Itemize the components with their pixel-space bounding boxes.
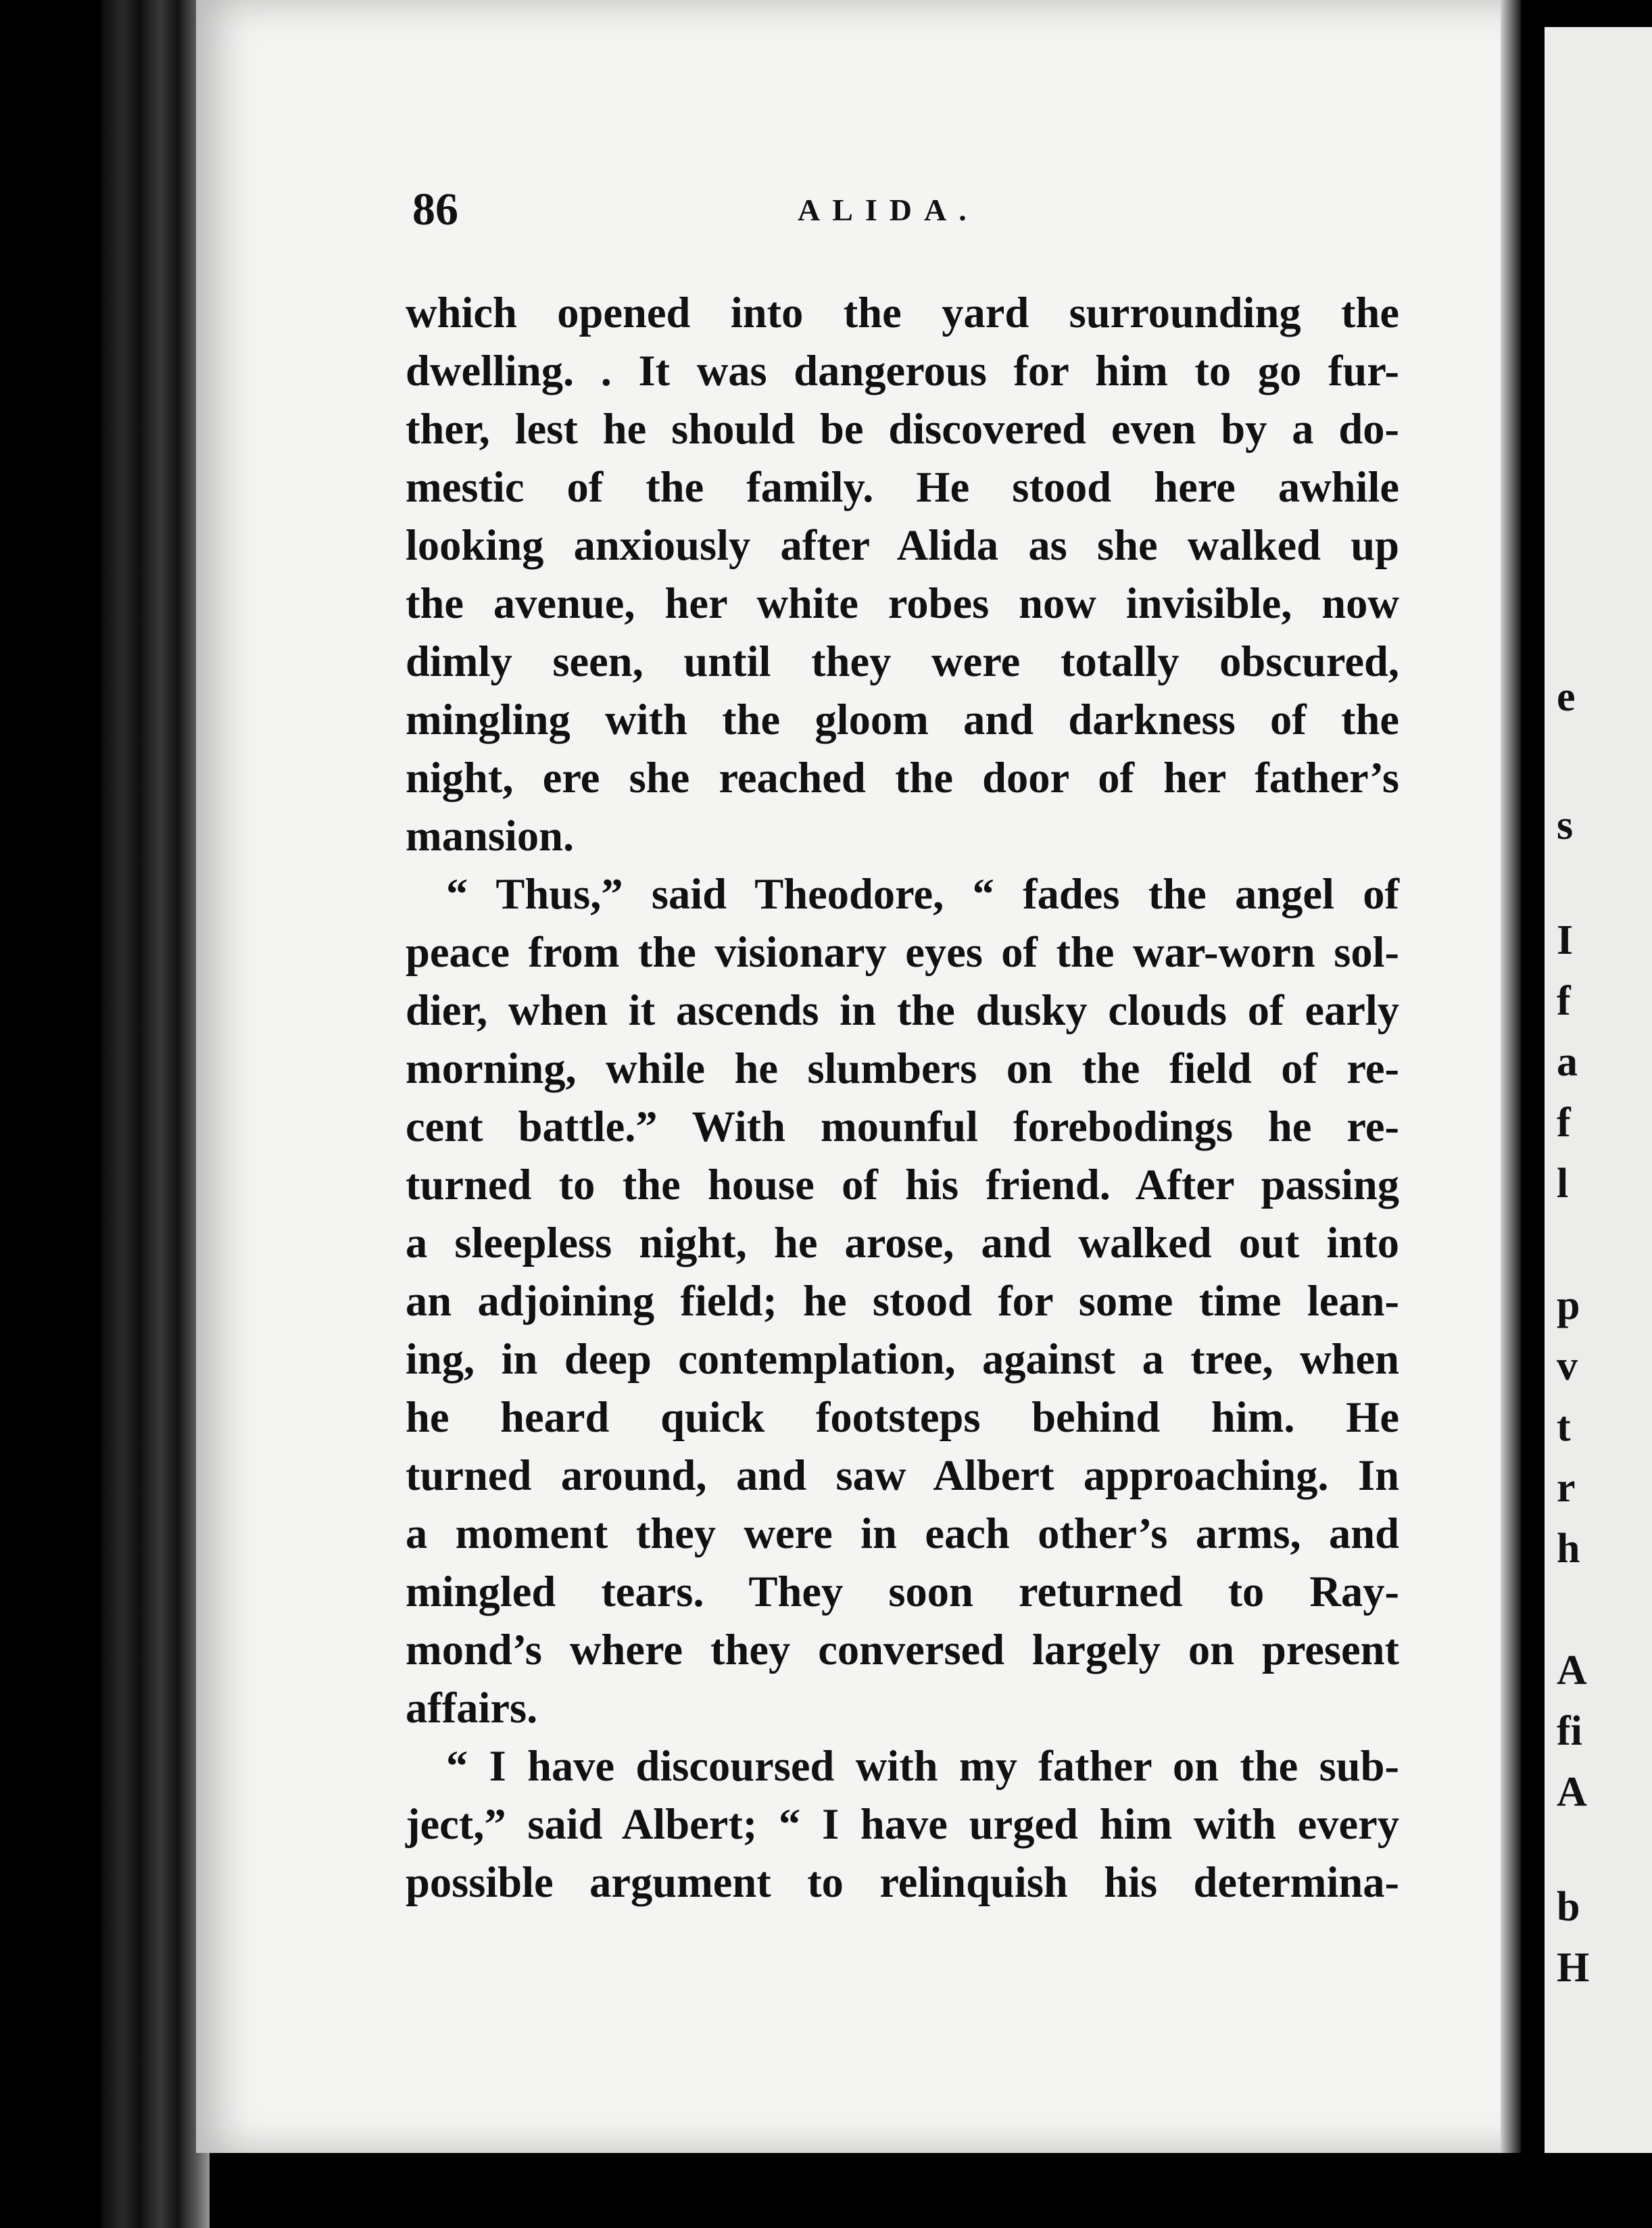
text-line: he heard quick footsteps behind him. He <box>406 1393 1399 1441</box>
text-line: cent battle.” With mounful forebodings he re- <box>406 1103 1399 1151</box>
text-line: mond’s where they conversed largely on present <box>406 1626 1399 1674</box>
text-line: which opened into the yard surrounding the <box>406 289 1399 337</box>
text-line: dimly seen, until they were totally obscured, <box>406 637 1399 685</box>
text-line: a moment they were in each other’s arms, and <box>406 1509 1399 1557</box>
text-line: an adjoining field; he stood for some time lean- <box>406 1277 1399 1325</box>
adjacent-letter: r <box>1557 1465 1576 1511</box>
adjacent-letter: l <box>1557 1161 1569 1207</box>
text-line: turned to the house of his friend. After passing <box>406 1161 1399 1209</box>
adjacent-letter: fi <box>1557 1708 1582 1754</box>
adjacent-letter: A <box>1557 1647 1587 1693</box>
text-line: night, ere she reached the door of her father’s <box>406 754 1399 802</box>
text-line: “ I have discoursed with my father on the sub- <box>446 1742 1399 1790</box>
adjacent-letter: p <box>1557 1282 1580 1328</box>
text-line: ject,” said Albert; “ I have urged him with every <box>406 1800 1399 1848</box>
adjacent-letter: b <box>1557 1884 1580 1930</box>
adjacent-letter: e <box>1557 674 1576 720</box>
text-line: dier, when it ascends in the dusky clouds of early <box>406 986 1399 1034</box>
page-number: 86 <box>412 183 458 235</box>
text-line: mingling with the gloom and darkness of the <box>406 696 1399 744</box>
adjacent-letter: s <box>1557 802 1574 848</box>
text-line: morning, while he slumbers on the field of re- <box>406 1044 1399 1092</box>
adjacent-letter: t <box>1557 1404 1571 1450</box>
text-line: the avenue, her white robes now invisible, now <box>406 579 1399 627</box>
text-line: affairs. <box>406 1684 538 1732</box>
running-title: ALIDA. <box>798 193 979 227</box>
adjacent-letter: h <box>1557 1526 1580 1572</box>
text-line: mingled tears. They soon returned to Ray- <box>406 1568 1399 1616</box>
adjacent-letter: v <box>1557 1343 1578 1389</box>
text-line: ing, in deep contemplation, against a tree, when <box>406 1335 1399 1383</box>
text-line: peace from the visionary eyes of the war-worn sol- <box>406 928 1399 976</box>
text-line: dwelling. . It was dangerous for him to go fur- <box>406 347 1399 395</box>
text-line: looking anxiously after Alida as she walked up <box>406 521 1399 569</box>
book-binding <box>101 0 210 2228</box>
adjacent-letter: H <box>1557 1945 1590 1991</box>
text-line: ther, lest he should be discovered even by a do- <box>406 405 1399 453</box>
adjacent-letter: f <box>1557 1100 1571 1146</box>
page-edge-shadow <box>1501 0 1521 2153</box>
page-header <box>412 183 1399 237</box>
adjacent-letter: A <box>1557 1769 1587 1815</box>
page-body-text <box>406 284 1399 1912</box>
adjacent-page-fragment <box>1545 27 1652 2153</box>
adjacent-letter: f <box>1557 978 1571 1024</box>
text-line: mestic of the family. He stood here awhile <box>406 463 1399 511</box>
adjacent-letter: I <box>1557 917 1574 963</box>
text-line: a sleepless night, he arose, and walked out into <box>406 1219 1399 1267</box>
text-line: possible argument to relinquish his determina- <box>406 1858 1399 1906</box>
adjacent-letter: a <box>1557 1039 1578 1085</box>
text-line: turned around, and saw Albert approaching. In <box>406 1451 1399 1499</box>
text-line: “ Thus,” said Theodore, “ fades the angel of <box>446 870 1399 918</box>
text-line: mansion. <box>406 812 575 860</box>
